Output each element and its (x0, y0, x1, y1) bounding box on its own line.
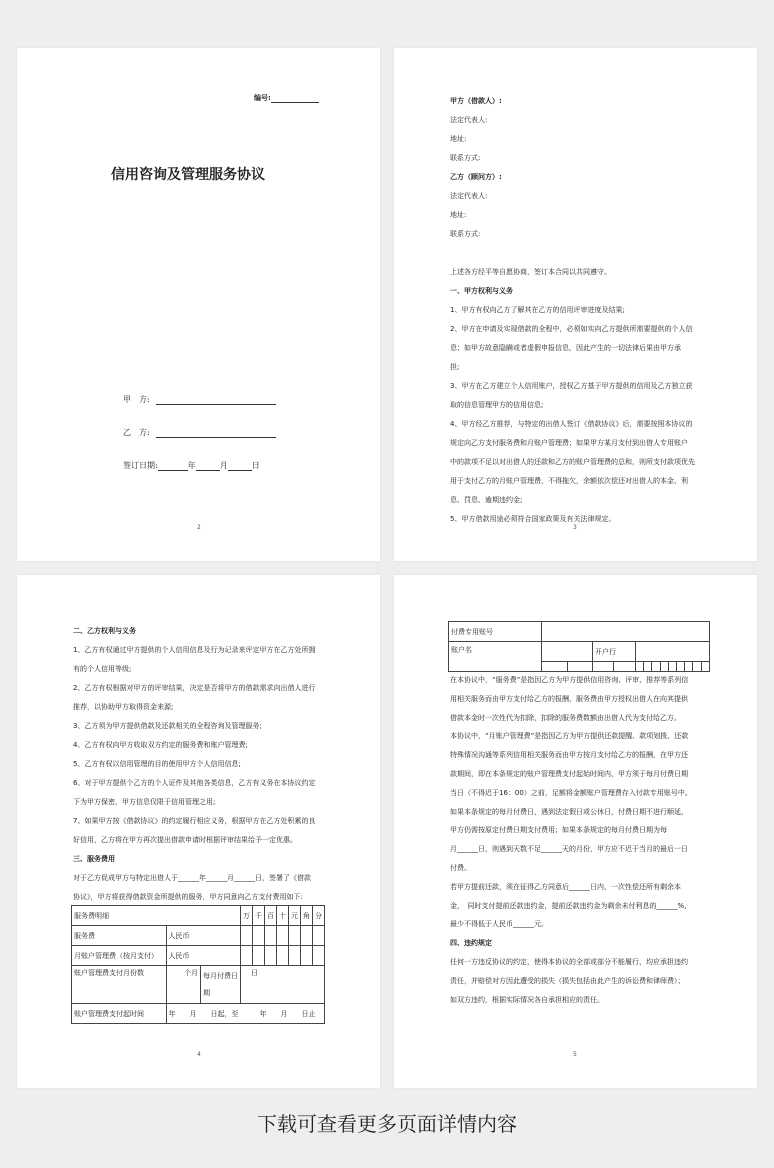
text-line: 规定向乙方支付服务费和月账户管理费；如果甲方某月支付到出借人专用账户 (450, 439, 688, 447)
text-line: 对于乙方促成甲方与特定出借人于______年______月______日，签署了《借款 (73, 874, 311, 882)
text-line: 1、乙方有权通过甲方提供的个人信用信息及行为记录来评定甲方在乙方处所拥 (73, 646, 316, 654)
text-line: 本协议中，“月账户管理费”是指因乙方为甲方提供还款提醒、款项划拨、还款 (450, 732, 689, 741)
page-number: 5 (573, 1051, 577, 1058)
text-line: 甲方仍需按原定付费日期支付费用；如果本条规定的每月付费日期为每 (450, 826, 667, 835)
table-cell (300, 946, 312, 966)
document-page-party-a (394, 48, 757, 561)
payday-label: 每月付费日 (202, 972, 238, 980)
page-body-text (73, 622, 315, 907)
text-line: 5、乙方有权以信用管理的目的使用甲方个人信用信息; (73, 760, 241, 768)
text-line: 金， 同时支付提前还款违约金，提前还款违约金为剩余未付利息的______%, (450, 901, 687, 910)
table-cell (264, 926, 276, 946)
table-cell: 百 (264, 906, 276, 926)
table-row (72, 946, 325, 966)
table-cell (542, 662, 568, 672)
text-line: 2、乙方有权根据对甲方的评审结果，决定是否将甲方的借款需求向出借人进行 (73, 684, 316, 692)
party-b-blank (156, 437, 276, 438)
document-page-fee-terms (394, 575, 757, 1088)
payment-account-table (448, 621, 710, 672)
page-number: 2 (197, 524, 201, 531)
table-cell (635, 662, 643, 672)
table-cell: 付费专用账号 (449, 622, 542, 642)
table-cell (252, 946, 264, 966)
text-line: 如双方违约，根据实际情况各自承担相应的责任。 (450, 995, 604, 1004)
text-line: 任何一方违反协议的约定，使得本协议的全部或部分不能履行，均应承担违约 (450, 957, 688, 966)
section-heading: 乙方（顾问方）: (450, 173, 502, 181)
table-cell (614, 662, 635, 672)
table-cell (685, 662, 693, 672)
table-cell (635, 642, 709, 662)
serial-number-label: 编号: (254, 94, 271, 102)
text-line: 好信用，乙方将在甲方再次提出借款申请时根据评审结果给予一定优惠。 (73, 836, 297, 844)
month-blank (196, 470, 220, 471)
text-line: 用于支付乙方的月账户管理费，不得拖欠，余额依次偿还对出借人的本金、利 (450, 477, 688, 485)
payday-label-wrap: 期 (202, 989, 210, 997)
table-row (449, 642, 710, 662)
table-cell (300, 926, 312, 946)
text-line: 在本协议中，“服务费”是指因乙方为甲方提供信用咨询、评审、推荐等系列信 (450, 676, 689, 684)
table-cell (200, 966, 240, 1004)
text-line: 上述各方经平等自愿协商，签订本合同以共同遵守。 (450, 268, 611, 276)
document-page-party-b (17, 575, 380, 1088)
table-cell: 开户行 (593, 642, 636, 662)
text-line: 取的信息管理甲方的信用信息; (450, 401, 544, 409)
month-label: 月 (219, 461, 228, 470)
text-line: 息、罚息、逾期违约金; (450, 496, 523, 504)
text-line: 当日（不得迟于16：00）之前，足额将金额账户管理费存入付款专用账号中。 (450, 788, 692, 797)
service-fee-table (71, 905, 325, 1024)
table-cell (652, 662, 660, 672)
party-a-row (123, 394, 276, 405)
table-cell (644, 662, 652, 672)
download-more-link[interactable]: 下载可查看更多页面详情内容 (257, 1112, 517, 1136)
table-cell: 万 (240, 906, 252, 926)
text-line: 7、如果甲方按《借款协议》的约定履行相应义务，根据甲方在乙方处积累的良 (73, 817, 316, 825)
table-cell: 账户名 (449, 642, 542, 672)
table-cell (701, 662, 709, 672)
table-cell: 月账户管理费（按月支付） (72, 946, 167, 966)
page-body-text (450, 671, 692, 1009)
text-line: 法定代表人: (450, 192, 488, 200)
section-heading: 一、甲方权利与义务 (450, 287, 513, 295)
text-line: 协议》，甲方将获得借款资金所提供的服务，甲方同意向乙方支付费用如下: (73, 893, 303, 901)
text-line: 最少不得低于人民币______元。 (450, 920, 548, 929)
table-cell: 人民币 (166, 926, 240, 946)
table-cell: 服务费明细 (72, 906, 241, 926)
section-heading: 二、乙方权利与义务 (73, 627, 136, 635)
table-cell (567, 662, 593, 672)
section-heading: 甲方（借款人）: (450, 97, 502, 105)
document-title: 信用咨询及管理服务协议 (111, 167, 265, 183)
text-line: 月______日，则遇到天数不足______天的月份，甲方应不迟于当月的最后一日 (450, 845, 688, 854)
table-cell (288, 946, 300, 966)
text-line: 2、甲方在申请及实现借款的全程中，必须如实向乙方提供所需要提供的个人信 (450, 325, 693, 333)
text-line: 地址: (450, 135, 467, 143)
table-cell: 角 (300, 906, 312, 926)
section-heading: 四、违约规定 (450, 939, 492, 948)
party-a-label: 甲 方: (123, 395, 150, 404)
text-line: 若甲方提前还款，须在征得乙方同意后______日内，一次性偿还所有剩余本 (450, 882, 681, 891)
text-line: 1、甲方有权向乙方了解其在乙方的信用评审进度及结果; (450, 306, 625, 314)
year-blank (158, 470, 188, 471)
table-row (72, 906, 325, 926)
table-cell: 账户管理费支付起时间 (72, 1004, 167, 1024)
text-line: 6、对于甲方提供个乙方的个人证件及其他各类信息，乙方有义务在本协议约定 (73, 779, 316, 787)
text-line: 3、乙方须为甲方提供借款及还款相关的全程咨询及管理服务; (73, 722, 262, 730)
serial-number-row (254, 93, 319, 103)
text-line: 有的个人信用等级; (73, 665, 132, 673)
table-cell (668, 662, 676, 672)
party-b-label: 乙 方: (123, 428, 150, 437)
section-heading: 三、服务费用 (73, 855, 115, 863)
table-cell (312, 946, 324, 966)
table-cell (240, 926, 252, 946)
text-line: 推荐，以协助甲方取得资金来源; (73, 703, 174, 711)
table-cell: 人民币 (166, 946, 240, 966)
table-cell (693, 662, 701, 672)
text-line: 联系方式: (450, 230, 481, 238)
text-line: 法定代表人: (450, 116, 488, 124)
table-cell: 分 (312, 906, 324, 926)
text-line (450, 244, 695, 263)
table-cell (276, 926, 288, 946)
page-number: 3 (573, 524, 577, 531)
table-cell: 个月 (166, 966, 200, 1004)
text-line: 联系方式: (450, 154, 481, 162)
table-cell (593, 662, 614, 672)
text-line: 地址: (450, 211, 467, 219)
table-cell (288, 926, 300, 946)
table-row (72, 926, 325, 946)
text-line: 息；如甲方故意隐瞒或者虚假申报信息，因此产生的一切法律后果由甲方承 (450, 344, 681, 352)
day-label: 日 (251, 461, 260, 470)
page-number: 4 (197, 1051, 201, 1058)
table-cell: 十 (276, 906, 288, 926)
year-label: 年 (187, 461, 196, 470)
table-cell (312, 926, 324, 946)
table-cell: 日 (240, 966, 324, 1004)
table-cell: 年 月 日起，至 年 月 日止 (166, 1004, 324, 1024)
party-b-row (123, 427, 276, 438)
page-body-text (450, 92, 695, 529)
table-row (72, 1004, 325, 1024)
table-row (72, 966, 325, 1004)
text-line: 款期间，即在本条规定的账户管理费支付起始时间内，甲方须于每月付费日期 (450, 769, 688, 778)
party-a-blank (156, 404, 276, 405)
text-line: 用相关服务而由甲方支付给乙方的报酬，服务费由甲方授权出借人在向其提供 (450, 694, 688, 703)
signing-date-label: 签订日期: (123, 461, 158, 470)
serial-number-blank (271, 102, 319, 103)
text-line: 3、甲方在乙方建立个人信用账户，授权乙方基于甲方提供的信用及乙方独立获 (450, 382, 693, 390)
text-line: 付费。 (450, 863, 471, 872)
table-cell (677, 662, 685, 672)
signing-date-row (123, 460, 260, 471)
text-line: 借款本金时一次性代为扣除，扣除的服务费数额由出借人代为支付给乙方。 (450, 713, 681, 722)
text-line: 下为甲方保密，甲方信息仅限于信用管理之用; (73, 798, 216, 806)
day-blank (228, 470, 252, 471)
text-line: 4、甲方经乙方推荐，与特定的出借人签订《借款协议》后，需要按照本协议的 (450, 420, 693, 428)
table-cell: 账户管理费支付月份数 (72, 966, 167, 1004)
text-line: 如果本条规定的每月付费日，遇到法定假日或公休日，付费日期不进行顺延， (450, 807, 688, 816)
table-cell (542, 642, 593, 662)
table-cell (240, 946, 252, 966)
table-cell (276, 946, 288, 966)
table-cell (264, 946, 276, 966)
table-cell (660, 662, 668, 672)
table-cell: 元 (288, 906, 300, 926)
text-line: 担; (450, 363, 460, 371)
text-line: 责任，并赔偿对方因此遭受的损失（损失包括由此产生的诉讼费和律师费）； (450, 976, 685, 985)
table-cell: 千 (252, 906, 264, 926)
text-line: 5、甲方借款用途必须符合国家政策及有关法律规定。 (450, 515, 616, 523)
table-row (449, 622, 710, 642)
text-line: 特殊情况沟通等系列信用相关服务而由甲方按月支付给乙方的报酬，在甲方还 (450, 751, 688, 760)
table-cell (542, 622, 710, 642)
text-line: 中的款项不足以对出借人的还款和乙方的账户管理费的总和，则所支付款项优先 (450, 458, 695, 466)
table-cell: 服务费 (72, 926, 167, 946)
document-page-cover (17, 48, 380, 561)
table-cell (252, 926, 264, 946)
text-line: 4、乙方有权向甲方收取双方约定的服务费和账户管理费; (73, 741, 248, 749)
